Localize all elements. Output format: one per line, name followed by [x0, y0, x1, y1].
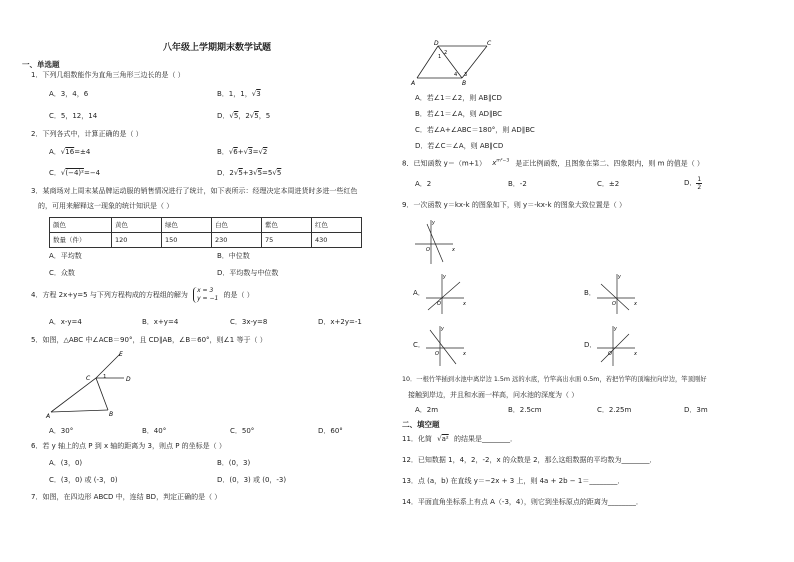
label-d: D — [126, 376, 131, 383]
segment-ab — [51, 410, 108, 412]
x-axis-label: x — [634, 351, 637, 357]
q2-d-radicand-1: 5 — [238, 169, 243, 177]
q8-power-exponent: m²−3 — [496, 159, 510, 164]
label-c: C — [487, 40, 492, 47]
q2-d-mid: +3 — [242, 169, 254, 177]
q2-c-label: C． — [49, 169, 61, 177]
q11-post[interactable]: 的结果是________． — [453, 435, 517, 443]
x-axis-label: x — [463, 301, 466, 307]
sqrt-symbol: √(−4)² — [60, 169, 84, 177]
q2-b-plus: + — [237, 148, 244, 156]
label-e: E — [119, 351, 123, 358]
x-axis-label: x — [452, 247, 455, 253]
page-title: 八年级上学期期末数学试题 — [163, 43, 272, 53]
q3-option-c[interactable]: C．众数 — [49, 269, 75, 277]
table-cell: 430 — [312, 233, 362, 248]
q10-option-c[interactable]: C．2.25m — [597, 406, 632, 414]
q6-option-a[interactable]: A．(3，0) — [49, 459, 83, 467]
sqrt-symbol: √3 — [251, 90, 261, 98]
q5-option-b[interactable]: B．40° — [142, 427, 167, 435]
fraction-denominator: 2 — [697, 184, 702, 191]
q12-text[interactable]: 12．已知数据 1，4，2，-2，x 的众数是 2，那么这组数据的平均数为________． — [402, 456, 657, 464]
q5-option-c[interactable]: C．50° — [230, 427, 255, 435]
q9-option-b-graph[interactable] — [595, 270, 639, 316]
q1-d-end: ，5 — [258, 112, 271, 120]
table-cell: 颜色 — [50, 218, 112, 233]
segment-cb — [96, 378, 108, 410]
segment-ce — [96, 354, 120, 378]
q1-d-label: D． — [217, 112, 230, 120]
q9-option-c[interactable]: C． — [413, 341, 425, 349]
sales-table — [49, 217, 362, 248]
q1-option-b[interactable] — [217, 91, 261, 98]
sqrt-symbol: √5 — [253, 169, 263, 177]
q6-stem: 6．若 y 轴上的点 P 到 x 轴的距离为 3，则点 P 的坐标是（ ） — [31, 442, 226, 450]
table-cell: 红色 — [312, 218, 362, 233]
q2-b-radicand-3: 2 — [262, 148, 268, 156]
q2-d-label: D．2 — [217, 169, 234, 177]
q5-option-d[interactable]: D．60° — [318, 427, 343, 435]
q8-d-fraction — [696, 176, 702, 191]
q4-option-a[interactable]: A．x-y=4 — [49, 318, 82, 326]
label-d: D — [434, 40, 439, 47]
label-c: C — [86, 375, 91, 382]
table-cell: 绿色 — [162, 218, 212, 233]
q2-d-radicand-2: 5 — [257, 169, 263, 177]
q1-d-radicand-2: 5 — [254, 112, 259, 120]
sqrt-symbol: √2 — [258, 148, 268, 156]
q13-text[interactable]: 13．点 (a，b) 在直线 y＝−2x + 3 上，则 4a + 2b − 1＝________． — [402, 477, 625, 485]
function-line — [428, 282, 460, 310]
q1-d-radicand-1: 5 — [233, 112, 239, 120]
q8-option-a[interactable]: A．2 — [415, 180, 432, 188]
q1-option-a[interactable]: A．3，4，6 — [49, 90, 89, 98]
label-a: A — [46, 413, 51, 420]
q11-text — [402, 436, 517, 443]
q2-option-a[interactable] — [49, 149, 90, 156]
q9-stem: 9．一次函数 y＝kx-k 的图象如下，则 y＝-kx-k 的图象大致位置是（ ） — [402, 201, 626, 209]
q10-option-d[interactable]: D．3m — [684, 406, 708, 414]
q1-b-text: B．1，1， — [217, 90, 252, 98]
label-b: B — [109, 411, 114, 418]
q9-given-graph — [413, 216, 457, 266]
table-cell: 120 — [112, 233, 162, 248]
label-angle-1: 1 — [438, 54, 442, 60]
q8-d-label: D． — [684, 179, 697, 187]
label-a: A — [411, 80, 416, 87]
q10-option-a[interactable]: A．2m — [415, 406, 439, 414]
q9-option-d-graph[interactable] — [595, 322, 639, 368]
q9-option-c-graph[interactable] — [424, 322, 468, 368]
segment-ad — [417, 46, 438, 78]
q2-stem: 2．下列各式中，计算正确的是（ ） — [31, 130, 143, 138]
q2-option-c[interactable] — [49, 170, 100, 177]
q2-d-equals: =5 — [262, 169, 273, 177]
q7-quadrilateral-figure — [405, 38, 497, 88]
label-angle-4: 4 — [454, 72, 458, 78]
q8-option-b[interactable]: B．-2 — [508, 180, 527, 188]
q2-b-radicand-2: 3 — [248, 148, 253, 156]
q8-option-d[interactable] — [684, 176, 702, 191]
q1-b-radicand: 3 — [256, 90, 261, 98]
q2-c-end: =−4 — [83, 169, 101, 177]
q9-option-a[interactable]: A． — [413, 289, 425, 297]
q8-stem-post: 是正比例函数，且图象在第二、四象限内，则 m 的值是（ ） — [515, 159, 704, 168]
q8-stem — [402, 160, 704, 167]
q9-option-b[interactable]: B． — [584, 289, 596, 297]
q2-a-radicand: 16 — [65, 148, 75, 156]
table-cell: 230 — [212, 233, 262, 248]
q4-option-d[interactable]: D．x+2y=-1 — [318, 318, 362, 326]
q2-option-d[interactable] — [217, 170, 281, 177]
fraction-numerator: 1 — [697, 176, 702, 183]
label-angle-1: 1 — [103, 374, 107, 380]
q8-stem-pre: 8．已知函数 y＝（m+1） — [402, 159, 486, 168]
section-fill-in: 二、填空题 — [402, 420, 440, 429]
q2-c-radicand: (−4)² — [65, 169, 84, 177]
function-line — [430, 330, 456, 364]
equation-system — [193, 287, 218, 303]
label-b: B — [462, 80, 467, 87]
section-single-choice: 一、单选题 — [22, 60, 60, 69]
q2-b-equals: = — [252, 148, 259, 156]
q3-option-a[interactable]: A．平均数 — [49, 252, 82, 260]
q4-system-eq2: y = −1 — [197, 295, 219, 302]
origin-label: O — [426, 247, 430, 253]
q8-power-base: x — [492, 159, 497, 168]
table-cell: 150 — [162, 233, 212, 248]
q6-option-c[interactable]: C．(3，0) 或 (-3，0) — [49, 476, 118, 484]
q8-power — [492, 159, 509, 167]
origin-label: O — [608, 351, 612, 357]
table-cell: 黄色 — [112, 218, 162, 233]
q5-triangle-figure — [40, 348, 140, 420]
q8-option-c[interactable]: C．±2 — [597, 180, 620, 188]
q3-stem-line2: 的，可用来解释这一现象的统计知识是（ ） — [38, 202, 174, 210]
q7-stem: 7．如图，在四边形 ABCD 中，连结 BD，判定正确的是（ ） — [31, 493, 222, 501]
label-angle-2: 2 — [444, 50, 448, 56]
q14-text[interactable]: 14．平面直角坐标系上有点 A（-3，4），则它到坐标原点的距离为________． — [402, 498, 643, 506]
sqrt-symbol: √6 — [228, 148, 238, 156]
q2-b-radicand-1: 6 — [233, 148, 238, 156]
q4-option-b[interactable]: B．x+y=4 — [142, 318, 179, 326]
y-axis-label: y — [618, 274, 621, 280]
sqrt-symbol: √5 — [272, 169, 282, 177]
q9-option-a-graph[interactable] — [424, 270, 468, 316]
segment-bd — [438, 46, 462, 78]
q11-pre: 11．化简 — [402, 435, 432, 443]
origin-label: O — [612, 301, 616, 307]
sqrt-symbol: √a² — [437, 435, 449, 443]
q5-option-a[interactable]: A．30° — [49, 427, 74, 435]
segment-ac — [51, 378, 96, 412]
q4-stem-pre: 4．方程 2x+y=5 与下列方程构成的方程组的解为 — [31, 291, 188, 299]
sqrt-symbol: √5 — [233, 169, 243, 177]
q2-d-radicand-3: 5 — [276, 169, 282, 177]
q3-option-b[interactable]: B．中位数 — [217, 252, 250, 260]
label-angle-3: 3 — [464, 72, 468, 78]
origin-label: O — [437, 301, 441, 307]
q4-stem-post: 的是（ ） — [223, 291, 254, 299]
q10-stem-line2: 接触到岸边，并且和水面一样高，问水池的深度为（ ） — [408, 391, 579, 399]
q7-option-c[interactable]: C．若∠A+∠ABC＝180°，则 AD∥BC — [415, 126, 535, 134]
q1-option-c[interactable]: C．5，12，14 — [49, 112, 98, 120]
q1-option-d[interactable] — [217, 113, 270, 120]
y-axis-label: y — [432, 220, 435, 226]
q10-stem-line1: 10．一根竹竿插到水池中离岸边 1.5m 远的水底，竹竿高出水面 0.5m，若把竹竿的顶端拉向岸边，竿顶刚好 — [402, 376, 707, 383]
sqrt-symbol: √3 — [243, 148, 253, 156]
table-cell: 数量（件） — [50, 233, 112, 248]
x-axis-label: x — [634, 301, 637, 307]
q11-radicand: a² — [441, 435, 449, 443]
q3-stem-line1: 3．某商场对上周末某品牌运动服的销售情况进行了统计，如下表所示：经理决定本周进货时多进一些红色 — [31, 187, 358, 195]
table-row — [50, 218, 362, 233]
table-cell: 紫色 — [262, 218, 312, 233]
q7-option-b[interactable]: B．若∠1＝∠A，则 AD∥BC — [415, 110, 503, 118]
x-axis-label: x — [463, 351, 466, 357]
origin-label: O — [435, 351, 439, 357]
q7-option-d[interactable]: D．若∠C＝∠A，则 AB∥CD — [415, 142, 504, 150]
table-row — [50, 233, 362, 248]
q7-option-a[interactable]: A．若∠1＝∠2，则 AB∥CD — [415, 94, 502, 102]
q9-option-d[interactable]: D． — [584, 341, 597, 349]
q6-option-b[interactable]: B．(0，3) — [217, 459, 251, 467]
q1-stem: 1．下列几组数能作为直角三角形三边长的是（ ） — [31, 71, 185, 79]
y-axis-label: y — [614, 326, 617, 332]
table-cell: 白色 — [212, 218, 262, 233]
q3-option-d[interactable]: D．平均数与中位数 — [217, 269, 279, 277]
q5-stem: 5．如图，△ABC 中∠ACB＝90°，且 CD∥AB，∠B＝60°，则∠1 等于（ ） — [31, 336, 267, 344]
sqrt-symbol: √5 — [249, 112, 259, 120]
sqrt-symbol: √5 — [229, 112, 239, 120]
q2-a-label: A． — [49, 148, 61, 156]
y-axis-label: y — [441, 326, 444, 332]
y-axis-label: y — [443, 274, 446, 280]
q2-b-label: B． — [217, 148, 229, 156]
table-cell: 75 — [262, 233, 312, 248]
sqrt-symbol: √16 — [60, 148, 75, 156]
q1-d-mid: ，2 — [238, 112, 250, 120]
q4-system-eq1: x = 3 — [197, 287, 214, 294]
q6-option-d[interactable]: D．(0，3) 或 (0，-3) — [217, 476, 287, 484]
q2-a-end: =±4 — [74, 148, 91, 156]
function-line — [427, 224, 443, 262]
q4-option-c[interactable]: C．3x-y=8 — [230, 318, 268, 326]
q10-option-b[interactable]: B．2.5cm — [508, 406, 542, 414]
q4-stem — [31, 287, 254, 303]
q2-option-b[interactable] — [217, 149, 267, 156]
